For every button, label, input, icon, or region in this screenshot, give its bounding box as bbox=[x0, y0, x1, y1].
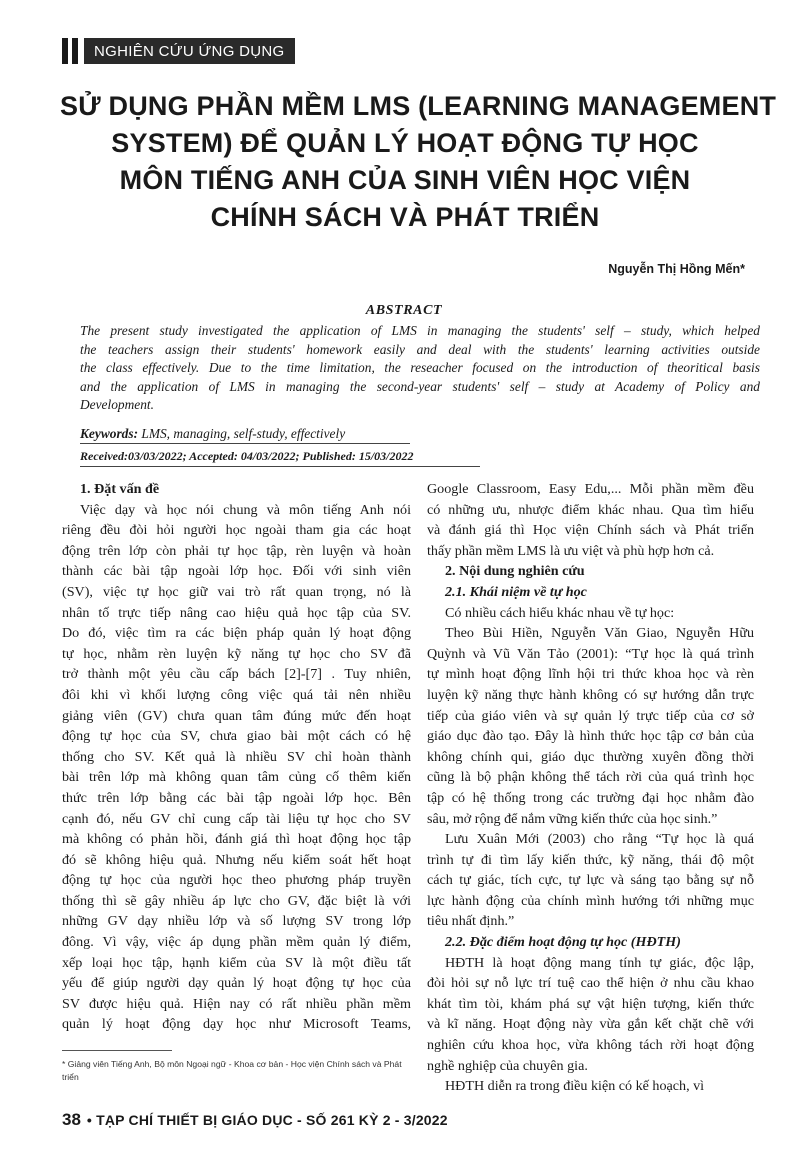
text-line: tự học, nhằm rèn luyện kỹ năng tự học cho SV đã bbox=[62, 645, 411, 662]
abstract-line: Development. bbox=[80, 397, 154, 413]
text-line: bài trên lớp mà không quan tâm củng cố thêm kiến bbox=[62, 769, 411, 786]
text-line: Theo Bùi Hiền, Nguyễn Văn Giao, Nguyễn Hữu bbox=[445, 625, 754, 642]
text-line: khát tìm tòi, khám phá sự vật hiện tượng, kiến thức bbox=[427, 995, 754, 1012]
text-line: giáo dục đào tạo. Đây là hình thức học tập cơ bản của bbox=[427, 728, 754, 745]
text-line: tập có hệ thống trong các trường đại học nhằm đào bbox=[427, 789, 754, 806]
title-line: SYSTEM) ĐỂ QUẢN LÝ HOẠT ĐỘNG TỰ HỌC bbox=[111, 128, 699, 158]
text-line: Việc dạy và học nói chung và môn tiếng Anh nói bbox=[80, 501, 411, 518]
text-line: đôi khi vì khối lượng công việc quá tải nên nhiều bbox=[62, 686, 411, 703]
text-line: lực hành động của chính mình hướng tới những mục bbox=[427, 892, 754, 909]
title-line: CHÍNH SÁCH VÀ PHÁT TRIỂN bbox=[210, 202, 600, 232]
text-line: không chính qui, giáo dục thường xuyên đồng thời bbox=[427, 748, 754, 765]
paragraph bbox=[427, 603, 754, 624]
abstract-body bbox=[80, 322, 760, 415]
author-name: Nguyễn Thị Hồng Mến* bbox=[608, 262, 745, 276]
text-line: thấy phần mềm LMS là ưu việt và phù hợp hơn cả. bbox=[427, 542, 715, 559]
abstract-line: the class effectively. Due to the time limitation, the reseacher focused on the introduction of theoritical basis bbox=[80, 360, 760, 376]
text-line: tự mình hoạt động lĩnh hội tri thức khoa học và rèn bbox=[427, 666, 754, 683]
footnote: * Giảng viên Tiếng Anh, Bộ môn Ngoại ngữ - Khoa cơ bản - Học viện Chính sách và Phát triển bbox=[62, 1059, 402, 1082]
paragraph bbox=[427, 829, 754, 932]
subsection-heading: 2.2. Đặc điểm hoạt động tự học (HĐTH) bbox=[445, 934, 681, 951]
text-line: có những ưu, nhược điểm khác nhau. Qua tìm hiểu bbox=[427, 501, 754, 518]
paragraph bbox=[427, 953, 754, 1077]
keywords bbox=[80, 426, 345, 442]
text-line: và kĩ năng. Hoạt động này vừa gắn kết chặt chẽ với bbox=[427, 1016, 754, 1033]
paragraph bbox=[427, 1076, 754, 1097]
divider bbox=[80, 466, 480, 467]
text-line: đó sẽ không hiệu quả. Nhưng nếu kiểm soát hết hoạt bbox=[62, 851, 411, 868]
text-line: thống cho SV. Kết quả là nhiều SV chỉ hoàn thành bbox=[62, 748, 411, 765]
text-line: tiêu nhất định.” bbox=[427, 913, 515, 930]
page-number: 38 bbox=[62, 1110, 81, 1129]
footnote-divider bbox=[62, 1050, 172, 1051]
text-line: động tự học của người học theo phương pháp truyền bbox=[62, 872, 411, 889]
text-line: HĐTH là hoạt động mang tính tự giác, độc lập, bbox=[445, 954, 754, 971]
text-line: động tự học của SV, chưa giao bài một cách có hệ bbox=[62, 728, 411, 745]
keywords-label: Keywords: bbox=[80, 426, 139, 441]
left-column bbox=[62, 479, 411, 1035]
publication-dates: Received:03/03/2022; Accepted: 04/03/2022; Published: 15/03/2022 bbox=[80, 449, 414, 463]
text-line: động trên lớp còn phải tự học tập, rèn luyện và hoàn bbox=[62, 542, 411, 559]
text-line: trở thành một yêu cầu cấp bách [2]-[7] . Tuy nhiên, bbox=[62, 666, 411, 683]
text-line: sâu, mở rộng để nắm vững kiến thức của học sinh.” bbox=[427, 810, 718, 827]
text-line: cạnh đó, nếu GV chỉ cung cấp tài liệu tự học cho SV bbox=[62, 810, 411, 827]
text-line: thống thì sẽ gây nhiều áp lực cho GV, đặc biệt là với bbox=[62, 892, 411, 909]
text-line: SV được hiệu quả. Hiện nay có rất nhiều phần mềm bbox=[62, 995, 411, 1012]
text-line: Do đó, việc tìm ra các biện pháp quản lý hoạt động bbox=[62, 625, 411, 642]
text-line: cách tự giác, tích cực, tự lực và sáng tạo bằng sự nỗ bbox=[427, 872, 754, 889]
abstract-heading: ABSTRACT bbox=[365, 303, 443, 318]
right-intro-text bbox=[427, 479, 754, 561]
text-line: riêng đều đòi hỏi người học ngoài tham gia các hoạt bbox=[62, 522, 411, 539]
article-title bbox=[60, 88, 777, 236]
text-line: thức trên lớp bằng các bài tập ngoài lớp học. Bên bbox=[62, 789, 411, 806]
right-column bbox=[427, 479, 754, 1097]
keywords-list: LMS, managing, self-study, effectively bbox=[138, 426, 346, 441]
section-heading: 2. Nội dung nghiên cứu bbox=[445, 563, 585, 580]
text-line: giảng viên (GV) chưa quan tâm đúng mức đến hoạt bbox=[62, 707, 411, 724]
text-line: trình tự đi tìm lấy kiến thức, kỹ năng, thái độ một bbox=[427, 851, 754, 868]
abstract-line: and the application of LMS in managing the second-year students' self – study at Academy of Policy and bbox=[80, 378, 760, 394]
divider bbox=[80, 443, 410, 444]
abstract-line: the teachers assign their students' homework easily and deal with the students' learning activities outside bbox=[80, 341, 760, 357]
text-line: luyện kỹ năng thực hành không có sự hướng dẫn trực bbox=[427, 686, 754, 703]
text-line: Quỳnh và Vũ Văn Tảo (2001): “Tự học là quá trình bbox=[427, 645, 754, 662]
page-footer bbox=[62, 1110, 448, 1130]
left-column-text bbox=[62, 500, 411, 1035]
text-line: những GV dạy nhiều lớp và số lượng SV trong lớp bbox=[62, 913, 411, 930]
text-line: đông. Vì vậy, việc áp dụng phần mềm quản lý điểm, bbox=[62, 934, 411, 951]
section-header bbox=[62, 38, 295, 64]
section-heading: 1. Đặt vấn đề bbox=[80, 481, 160, 497]
journal-name: • TẠP CHÍ THIẾT BỊ GIÁO DỤC - SỐ 261 KỲ 2 - 3/2022 bbox=[86, 1112, 448, 1128]
section-marker bbox=[62, 38, 68, 64]
text-line: nghiên cứu khoa học, vừa không tách rời hoạt động bbox=[427, 1037, 754, 1054]
text-line: HĐTH diễn ra trong điều kiện có kế hoạch, vì bbox=[445, 1078, 705, 1095]
text-line: Có nhiều cách hiểu khác nhau về tự học: bbox=[445, 604, 675, 621]
section-label: NGHIÊN CỨU ỨNG DỤNG bbox=[84, 38, 295, 64]
text-line: Google Classroom, Easy Edu,... Mỗi phần mềm đều bbox=[427, 481, 754, 497]
text-line: xếp loại học tập, hạnh kiểm của SV là một điều tất bbox=[62, 954, 411, 971]
title-line: MÔN TIẾNG ANH CỦA SINH VIÊN HỌC VIỆN bbox=[119, 165, 691, 195]
text-line: quản lý hoạt động dạy học như Microsoft Teams, bbox=[62, 1016, 411, 1033]
text-line: mà không có phản hồi, đánh giá thì hoạt động học tập bbox=[62, 831, 411, 848]
text-line: yếu để giúp người dạy quản lý hoạt động tự học của bbox=[62, 975, 411, 992]
text-line: Lưu Xuân Mới (2003) cho rằng “Tự học là quá bbox=[445, 831, 754, 848]
text-line: và đánh giá thì Học viện Chính sách và Phát triển bbox=[427, 522, 754, 539]
paragraph bbox=[427, 623, 754, 829]
subsection-heading: 2.1. Khái niệm về tự học bbox=[445, 583, 587, 600]
section-marker bbox=[72, 38, 78, 64]
title-line: SỬ DỤNG PHẦN MỀM LMS (LEARNING MANAGEMENT bbox=[60, 91, 777, 121]
abstract-line: The present study investigated the application of LMS in managing the students' self – study, which helped bbox=[80, 323, 760, 338]
text-line: nghề nghiệp của chuyên gia. bbox=[427, 1057, 588, 1074]
text-line: thành các bài tập ngoài lớp học. Đối với sinh viên bbox=[62, 563, 411, 580]
text-line: đòi hỏi sự nỗ lực trí tuệ cao thể hiện ở nhu cầu khao bbox=[427, 975, 754, 992]
text-line: (SV), việc tự học giữ vai trò rất quan trọng, nó là bbox=[62, 583, 411, 600]
text-line: tiếp của giáo viên và sự quản lý trực tiếp của cơ sở bbox=[427, 707, 754, 724]
text-line: nhân tố trực tiếp nâng cao hiệu quả học tập của SV. bbox=[62, 604, 411, 621]
text-line: cũng là bộ phận không thể tách rời của quá trình học bbox=[427, 769, 754, 786]
